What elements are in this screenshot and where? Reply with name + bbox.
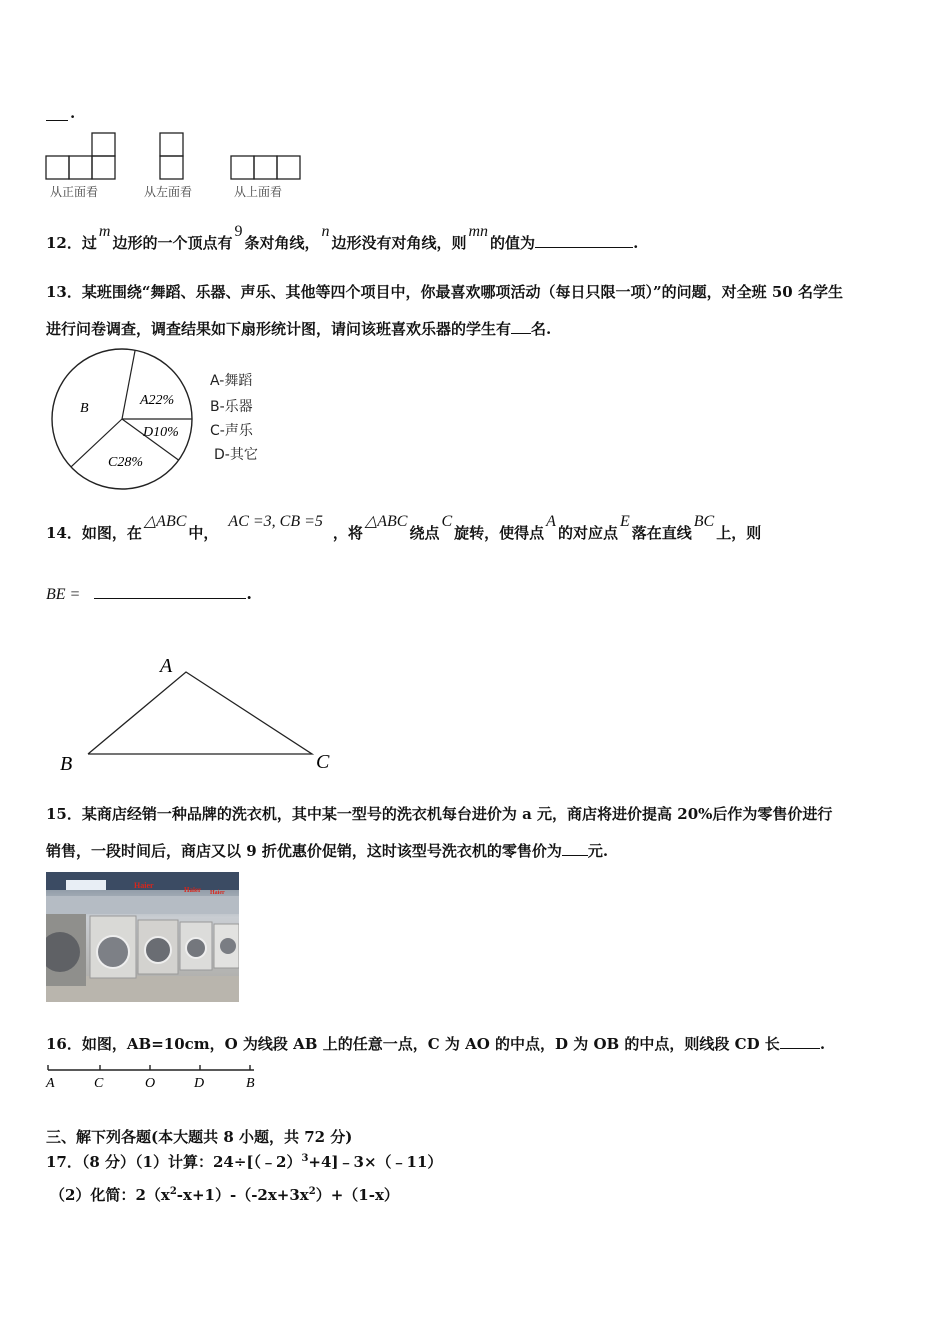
q13-answer-blank [511, 319, 531, 334]
q17-exponent-2b: 2 [308, 1186, 316, 1197]
q17-text-2a: （2）化简：2（x [50, 1186, 170, 1204]
pie-label-d: D10% [143, 425, 179, 440]
prev-answer-period: . [70, 104, 76, 122]
q14-number: 14．如图，在 [46, 524, 142, 542]
q12-answer-blank [535, 233, 633, 248]
question-12 [46, 223, 639, 253]
pie-label-b: B [80, 401, 89, 416]
q17-text-1a: 17．（8 分）（1）计算：24÷[（﹣2） [46, 1153, 302, 1171]
legend-b: B-乐器 [210, 399, 253, 415]
question-15-line-1: 15．某商店经销一种品牌的洗衣机，其中某一型号的洗衣机每台进价为 a 元，商店将进价提高 20%后作为零售价进行 [46, 805, 833, 823]
legend-c: C-声乐 [210, 423, 253, 439]
q14-period: . [246, 584, 252, 603]
left-view [160, 133, 183, 179]
triangle-label-a: A [160, 655, 173, 677]
q12-text-2: 条对角线， [244, 234, 320, 252]
q14-text-4: 旋转，使得点 [454, 524, 545, 542]
question-13-line-1: 13．某班围绕“舞蹈、乐器、声乐、其他等四个项目中，你最喜欢哪项活动（每日只限一项）”的问题，对全班 50 名学生 [46, 283, 843, 301]
triangle-label-b: B [60, 753, 73, 775]
q17-exponent: 3 [301, 1153, 309, 1164]
q14-be-label: BE = [46, 586, 81, 603]
legend-a: A-舞蹈 [210, 373, 253, 389]
question-13-line-2 [46, 318, 551, 339]
question-14 [46, 513, 762, 543]
top-view [231, 156, 300, 179]
q14-point-a: A [546, 513, 556, 530]
q14-text-3: 绕点 [409, 524, 440, 542]
q17-text-2b: -x+1）-（-2x+3x [176, 1186, 309, 1204]
q16-period: . [819, 1035, 826, 1053]
pie-label-c: C28% [108, 455, 143, 470]
q12-var-mn: mn [468, 223, 489, 240]
q14-answer-line [46, 584, 252, 604]
q15-answer-blank [562, 841, 588, 856]
q14-text-5: 的对应点 [557, 524, 618, 542]
q12-var-n: n [321, 223, 330, 240]
q13-text-2a: 进行问卷调查，调查结果如下扇形统计图，请问该班喜欢乐器的学生有 [46, 320, 512, 338]
q12-text-3: 边形没有对角线，则 [331, 234, 467, 252]
q15-text-2a: 销售，一段时间后，商店又以 9 折优惠价促销，这时该型号洗衣机的零售价为 [46, 842, 562, 860]
pie-label-a: A22% [140, 393, 175, 408]
caption-top-view: 从上面看 [234, 185, 283, 199]
caption-left-view: 从左面看 [144, 185, 193, 199]
caption-front-view: 从正面看 [50, 185, 99, 199]
q14-text-1: 中， [188, 524, 219, 542]
q16-text: 16．如图，AB=10cm，O 为线段 AB 上的任意一点，C 为 AO 的中点，D 为 OB 的中点，则线段 CD 长 [46, 1035, 780, 1053]
q14-point-e: E [619, 513, 630, 530]
q12-var-m: m [98, 223, 111, 240]
q14-triangle-2: △ABC [364, 513, 408, 530]
brand-sign-1: Haier [134, 881, 154, 890]
q14-triangle-1: △ABC [143, 513, 187, 530]
brand-sign-3: Haier [210, 890, 225, 896]
q15-text-2b: 元. [587, 842, 609, 860]
q12-text-1: 边形的一个顶点有 [112, 234, 233, 252]
pie-chart [40, 346, 200, 496]
front-view [46, 133, 115, 179]
triangle-figure [50, 650, 350, 780]
q12-text-4: 的值为 [490, 234, 536, 252]
q13-text-2b: 名. [531, 320, 552, 338]
prev-answer-line [46, 106, 68, 121]
q12-period: . [633, 234, 639, 252]
q14-condition: AC =3, CB =5 [228, 513, 323, 530]
q14-line-bc: BC [693, 513, 715, 530]
point-label-d: D [194, 1076, 205, 1091]
triangle-abc [88, 672, 312, 754]
point-label-a: A [46, 1076, 55, 1091]
q14-answer-blank [94, 584, 246, 599]
question-17-part-1 [46, 1151, 442, 1172]
question-16 [46, 1033, 825, 1054]
point-label-c: C [94, 1076, 104, 1091]
triangle-label-c: C [316, 751, 330, 773]
brand-sign-2: Haier [184, 886, 202, 894]
q17-text-2c: ）+（1-x） [315, 1186, 399, 1204]
legend-d: D-其它 [214, 447, 258, 463]
q14-text-6: 落在直线 [631, 524, 692, 542]
q17-text-1b: +4]﹣3×（﹣11） [308, 1153, 443, 1171]
q14-text-7: 上，则 [716, 524, 762, 542]
q14-text-2: ，将 [332, 524, 363, 542]
point-label-o: O [145, 1076, 156, 1091]
q17-exponent-2a: 2 [169, 1186, 177, 1197]
question-15-line-2 [46, 840, 608, 861]
q12-num-9: 9 [234, 223, 243, 240]
washing-machine-photo [46, 872, 239, 1002]
question-17-part-2 [50, 1184, 399, 1205]
section-3-title: 三、解下列各题(本大题共 8 小题，共 72 分) [46, 1128, 353, 1146]
q16-answer-blank [780, 1034, 820, 1049]
segment-figure [44, 1062, 264, 1094]
point-label-b: B [246, 1076, 255, 1091]
three-views-figure [44, 132, 304, 182]
q12-number: 12．过 [46, 234, 97, 252]
q14-point-c: C [441, 513, 453, 530]
